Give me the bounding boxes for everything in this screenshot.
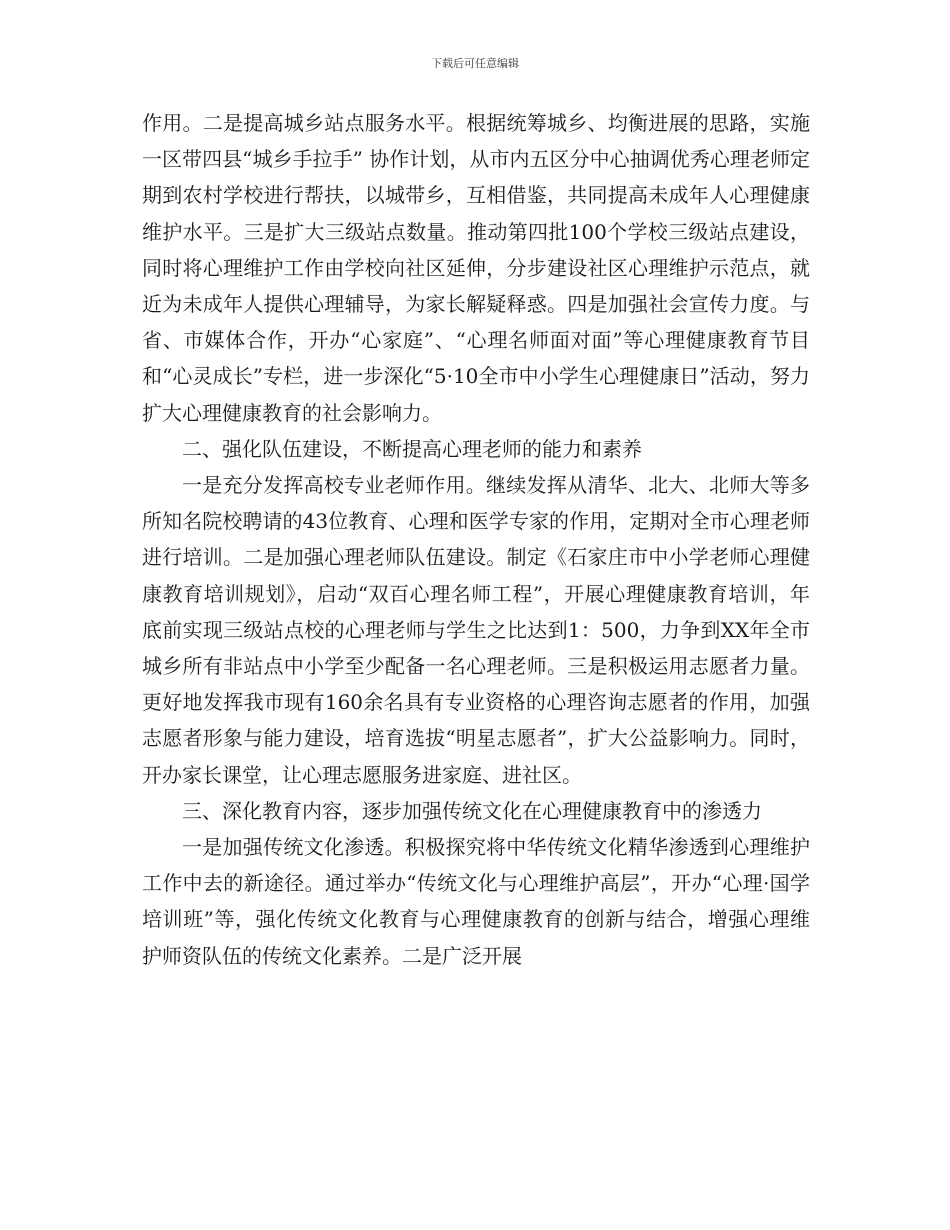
paragraph-traditional-culture: 一是加强传统文化渗透。积极探究将中华传统文化精华渗透到心理维护工作中去的新途径。通过举办“传统文化与心理维护高层”，开办“心理·国学培训班”等，强化传统文化教育与心理健康教育的创新与结合，增强心理维护师资队伍的传统文化素养。二是广泛开展	[142, 835, 810, 968]
paragraph-team-building: 一是充分发挥高校专业老师作用。继续发挥从清华、北大、北师大等多所知名院校聘请的43位教育、心理和医学专家的作用，定期对全市心理老师进行培训。二是加强心理老师队伍建设。制定《石家庄市中小学老师心理健康教育培训规划》，启动“双百心理名师工程”，开展心理健康教育培训，年底前实现三级站点校的心理老师与学生之比达到1：500，力争到XX年全市城乡所有非站点中小学至少配备一名心理老师。三是积极运用志愿者力量。更好地发挥我市现有160余名具有专业资格的心理咨询志愿者的作用，加强志愿者形象与能力建设，培育选拔“明星志愿者”，扩大公益影响力。同时，开办家长课堂，让心理志愿服务进家庭、进社区。	[142, 473, 810, 787]
document-body	[142, 105, 810, 974]
section-heading-3: 三、深化教育内容，逐步加强传统文化在心理健康教育中的渗透力	[182, 798, 762, 823]
paragraph-continuation: 作用。二是提高城乡站点服务水平。根据统筹城乡、均衡进展的思路，实施一区带四县“城乡手拉手” 协作计划，从市内五区分中心抽调优秀心理老师定期到农村学校进行帮扶，以城带乡，互相借鉴，共同提高未成年人心理健康维护水平。三是扩大三级站点数量。推动第四批100个学校三级站点建设，同时将心理维护工作由学校向社区延伸，分步建设社区心理维护示范点，就近为未成年人提供心理辅导，为家长解疑释惑。四是加强社会宣传力度。与省、市媒体合作，开办“心家庭”、“心理名师面对面”等心理健康教育节目和“心灵成长”专栏，进一步深化“5·10全市中小学生心理健康日”活动，努力扩大心理健康教育的社会影响力。	[142, 111, 810, 425]
page-header: 下载后可任意编辑	[431, 57, 519, 70]
section-heading-2: 二、强化队伍建设，不断提高心理老师的能力和素养	[182, 436, 642, 461]
